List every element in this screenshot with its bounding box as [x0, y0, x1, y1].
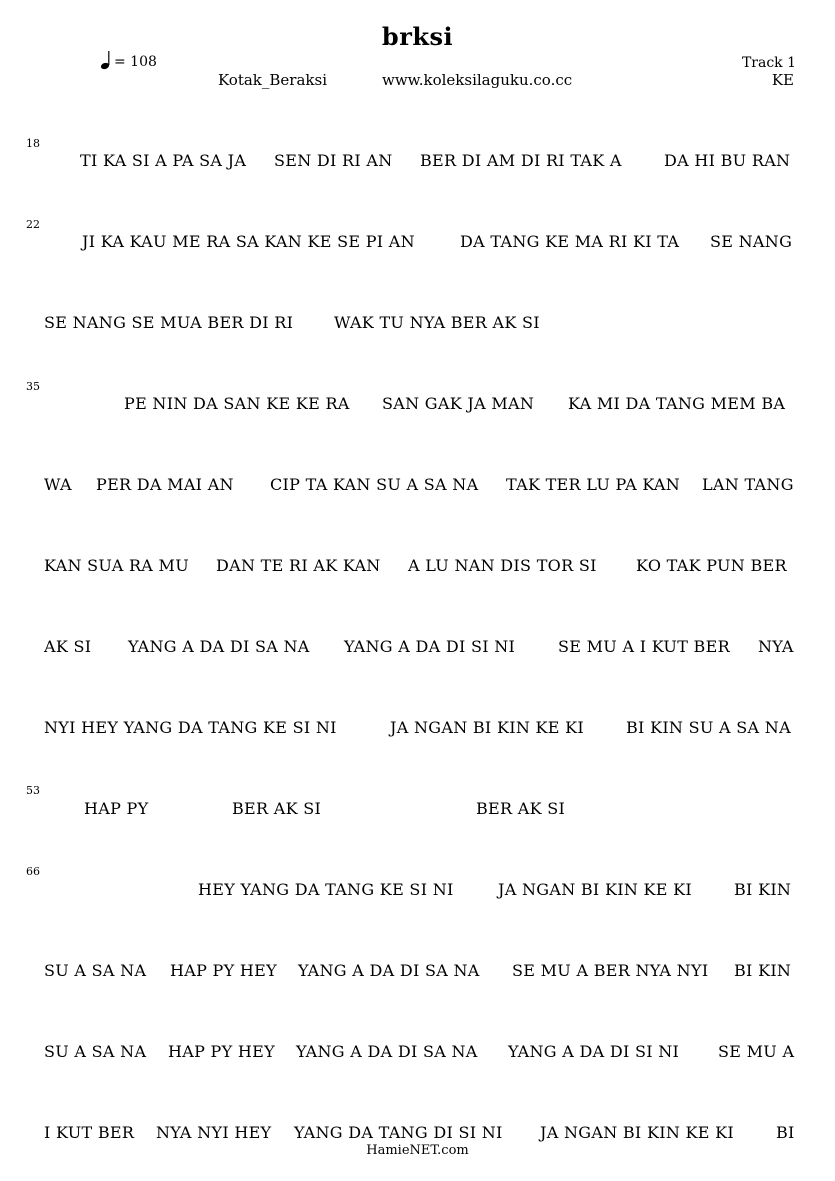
- lyric-phrase: BI KIN: [734, 961, 792, 980]
- lyric-phrase: BER AK SI: [476, 799, 566, 818]
- lyric-phrase: A LU NAN DIS TOR SI: [408, 556, 597, 575]
- lyric-phrase: SE NANG: [710, 232, 793, 251]
- lyric-phrase: SU A SA NA: [44, 961, 147, 980]
- lyric-phrase: WAK TU NYA BER AK SI: [334, 313, 540, 332]
- lyric-phrase: HAP PY HEY: [168, 1042, 275, 1061]
- lyric-line: [0, 1042, 835, 1062]
- lyric-phrase: YANG A DA DI SI NI: [508, 1042, 680, 1061]
- lyric-line: [0, 799, 835, 819]
- lyric-line: [0, 394, 835, 414]
- lyric-phrase: NYA NYI HEY: [156, 1123, 272, 1142]
- lyric-phrase: YANG A DA DI SA NA: [128, 637, 310, 656]
- tempo-marking: [100, 50, 157, 70]
- lyric-line: [0, 880, 835, 900]
- lyric-phrase: SE MU A BER NYA NYI: [512, 961, 709, 980]
- lyric-phrase: CIP TA KAN SU A SA NA: [270, 475, 479, 494]
- measure-number: 18: [26, 137, 40, 150]
- track-label: Track 1: [741, 55, 796, 71]
- lyric-phrase: HAP PY HEY: [170, 961, 277, 980]
- lyric-phrase: NYA: [758, 637, 794, 656]
- lyric-phrase: PER DA MAI AN: [96, 475, 234, 494]
- lyric-phrase: BER AK SI: [232, 799, 322, 818]
- lyric-phrase: TI KA SI A PA SA JA: [80, 151, 247, 170]
- measure-number: 53: [26, 784, 40, 797]
- pickup-syllable: KE: [771, 71, 794, 89]
- lyric-phrase: HAP PY: [84, 799, 149, 818]
- lyric-phrase: KO TAK PUN BER: [636, 556, 787, 575]
- lyric-phrase: SE NANG SE MUA BER DI RI: [44, 313, 294, 332]
- lyric-phrase: JI KA KAU ME RA SA KAN KE SE PI AN: [82, 232, 415, 251]
- lyric-phrase: SU A SA NA: [44, 1042, 147, 1061]
- website-link[interactable]: www.koleksilaguku.co.cc: [382, 71, 573, 89]
- lyric-phrase: TAK TER LU PA KAN: [506, 475, 681, 494]
- lyric-phrase: KAN SUA RA MU: [44, 556, 189, 575]
- lyric-line: [0, 556, 835, 576]
- lyric-phrase: DAN TE RI AK KAN: [216, 556, 381, 575]
- lyric-phrase: SE MU A: [718, 1042, 795, 1061]
- measure-number: 35: [26, 380, 40, 393]
- lyric-line: [0, 637, 835, 657]
- lyric-phrase: YANG DA TANG DI SI NI: [294, 1123, 503, 1142]
- lyric-phrase: JA NGAN BI KIN KE KI: [498, 880, 692, 899]
- lyric-phrase: HEY YANG DA TANG KE SI NI: [198, 880, 454, 899]
- lyric-phrase: BI: [776, 1123, 795, 1142]
- lyric-phrase: I KUT BER: [44, 1123, 135, 1142]
- lyric-line: [0, 232, 835, 252]
- lyric-phrase: YANG A DA DI SA NA: [298, 961, 480, 980]
- lyric-phrase: KA MI DA TANG MEM BA: [568, 394, 786, 413]
- lyric-phrase: NYI HEY YANG DA TANG KE SI NI: [44, 718, 337, 737]
- lyric-phrase: PE NIN DA SAN KE KE RA: [124, 394, 350, 413]
- footer-credit: HamieNET.com: [366, 1143, 469, 1158]
- lyric-line: [0, 475, 835, 495]
- lyric-phrase: SE MU A I KUT BER: [558, 637, 730, 656]
- lyric-line: [0, 961, 835, 981]
- measure-number: 66: [26, 865, 40, 878]
- lyric-phrase: BI KIN: [734, 880, 792, 899]
- lyric-phrase: DA TANG KE MA RI KI TA: [460, 232, 680, 251]
- lyric-phrase: BI KIN SU A SA NA: [626, 718, 791, 737]
- lyric-phrase: YANG A DA DI SI NI: [344, 637, 516, 656]
- song-title: brksi: [381, 22, 454, 51]
- tempo-value: = 108: [114, 54, 157, 70]
- lyric-phrase: JA NGAN BI KIN KE KI: [390, 718, 584, 737]
- lyric-phrase: AK SI: [44, 637, 92, 656]
- lyric-line: [0, 718, 835, 738]
- quarter-note-icon: [100, 50, 112, 70]
- lyric-phrase: BER DI AM DI RI TAK A: [420, 151, 622, 170]
- lyric-phrase: SEN DI RI AN: [274, 151, 393, 170]
- lyric-phrase: SAN GAK JA MAN: [382, 394, 535, 413]
- lyric-phrase: YANG A DA DI SA NA: [296, 1042, 478, 1061]
- artist-name: Kotak_Beraksi: [218, 71, 327, 89]
- lyric-phrase: WA: [44, 475, 72, 494]
- lyric-line: [0, 1123, 835, 1143]
- lyric-line: [0, 151, 835, 171]
- measure-number: 22: [26, 218, 40, 231]
- lyric-phrase: JA NGAN BI KIN KE KI: [540, 1123, 734, 1142]
- lyric-line: [0, 313, 835, 333]
- lyric-phrase: DA HI BU RAN: [664, 151, 791, 170]
- lyric-phrase: LAN TANG: [702, 475, 794, 494]
